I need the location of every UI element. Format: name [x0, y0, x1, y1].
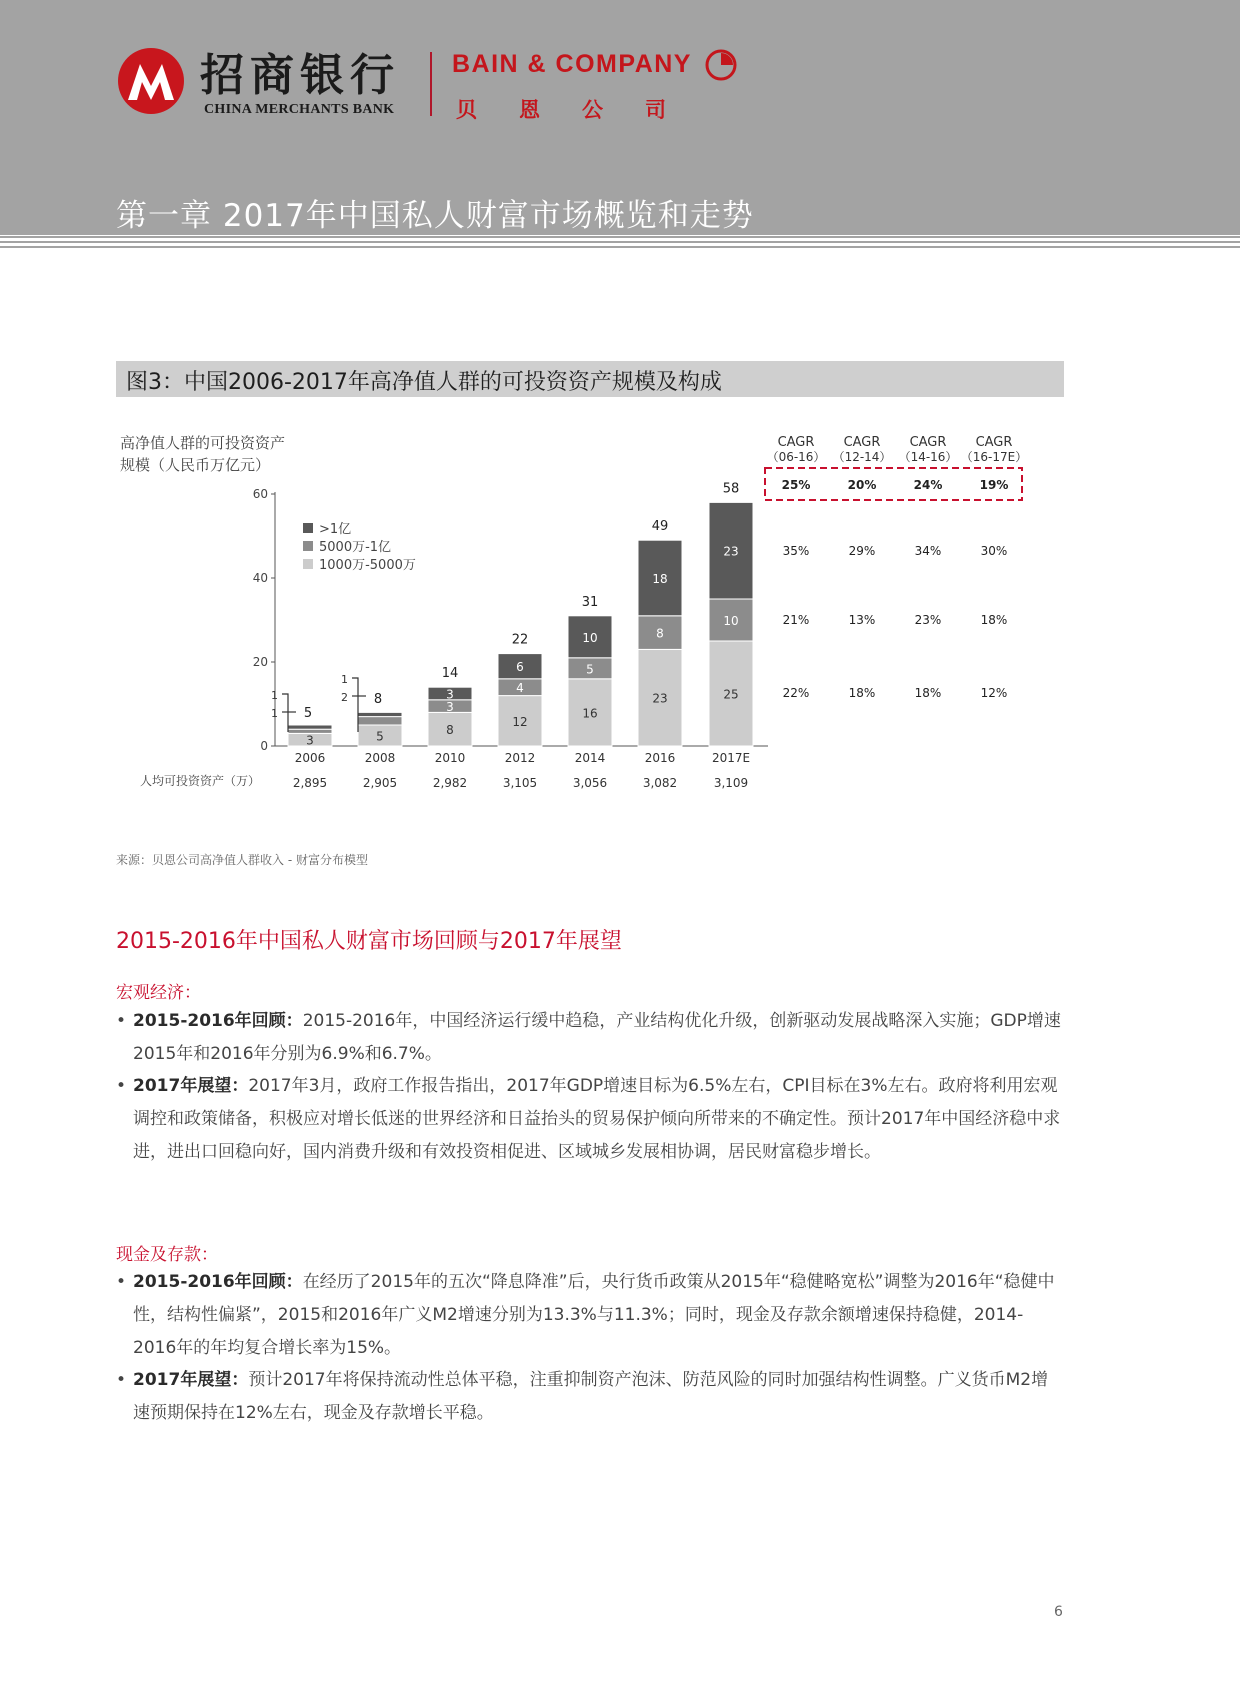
- cash-bullet-outlook: [116, 1364, 1062, 1430]
- cagr-period: （14-16）: [898, 450, 958, 464]
- figure-title: 图3：中国2006-2017年高净值人群的可投资资产规模及构成: [126, 370, 722, 395]
- bullet-dot: •: [116, 1272, 127, 1292]
- bullet-lead: 2017年展望：: [133, 1370, 249, 1390]
- per-capita-value: 3,109: [713, 776, 749, 790]
- x-tick-label: 2012: [504, 751, 536, 765]
- per-capita-value: 2,905: [362, 776, 398, 790]
- bar-segment-label: 8: [446, 723, 454, 738]
- bullet-dot: •: [116, 1011, 127, 1031]
- legend-label: 5000万-1亿: [319, 540, 392, 555]
- bar-segment-label: 3: [446, 700, 454, 715]
- callout-label: 1: [271, 707, 278, 720]
- callout-label: 1: [341, 673, 348, 686]
- bar-total-label: 14: [441, 666, 459, 682]
- bar-segment: [288, 725, 332, 729]
- bar-total-label: 49: [651, 519, 669, 535]
- bullet-body: 在经历了2015年的五次“降息降准”后，央行货币政策从2015年“稳健略宽松”调整为2016年“稳健中性，结构性偏紧”，2015和2016年广义M2增速分别为13.3%与11.3%；同时，现金及存款余额增速保持稳健，2014-2016年的年均复合增长率为15%。: [133, 1272, 1055, 1358]
- y-tick-label: 40: [252, 571, 268, 585]
- figure-source: 来源：贝恩公司高净值人群收入 - 财富分布模型: [116, 853, 368, 867]
- bar-segment-label: 16: [582, 706, 598, 721]
- cagr-over-100m-value: 35%: [782, 544, 810, 558]
- bar-segment-label: 4: [516, 681, 524, 696]
- bar-total-label: 8: [373, 692, 383, 707]
- cash-bullet-review: [116, 1266, 1062, 1365]
- bar-segment: [288, 729, 332, 733]
- bar-segment-label: 5: [376, 729, 384, 744]
- cagr-header: CAGR: [909, 435, 947, 450]
- bullet-dot: •: [116, 1370, 127, 1390]
- callout-label: 1: [271, 689, 278, 702]
- bar-segment-label: 8: [656, 626, 664, 641]
- y-tick-label: 60: [252, 487, 268, 501]
- bar-segment-label: 10: [582, 630, 598, 645]
- x-tick-label: 2014: [574, 751, 606, 765]
- legend-swatch: [303, 559, 313, 569]
- cagr-10m-50m-value: 18%: [848, 686, 876, 700]
- y-tick-label: 0: [260, 739, 268, 753]
- bullet-body: 2015-2016年，中国经济运行缓中趋稳，产业结构优化升级，创新驱动发展战略深入实施；GDP增速2015年和2016年分别为6.9%和6.7%。: [133, 1011, 1061, 1064]
- per-capita-value: 3,105: [502, 776, 538, 790]
- cagr-total-value: 25%: [781, 478, 811, 492]
- x-tick-label: 2006: [294, 751, 326, 765]
- per-capita-value: 2,895: [292, 776, 328, 790]
- bar-segment-label: 12: [512, 714, 528, 729]
- bullet-dot: •: [116, 1076, 127, 1096]
- bar-segment-label: 3: [446, 687, 454, 702]
- cagr-total-value: 24%: [913, 478, 943, 492]
- cagr-header: CAGR: [975, 435, 1013, 450]
- bullet-lead: 2015-2016年回顾：: [133, 1272, 303, 1292]
- callout-label: 2: [341, 691, 348, 704]
- x-tick-label: 2008: [364, 751, 396, 765]
- y-axis-label-line1: 高净值人群的可投资资产: [120, 434, 286, 452]
- bank-name-cn: 招商银行: [200, 50, 400, 101]
- cagr-header: CAGR: [777, 435, 815, 450]
- y-tick-label: 20: [252, 655, 268, 669]
- cagr-10m-50m-value: 12%: [980, 686, 1008, 700]
- bullet-lead: 2015-2016年回顾：: [133, 1011, 303, 1031]
- bullet-body: 2017年3月，政府工作报告指出，2017年GDP增速目标为6.5%左右，CPI目标在3%左右。政府将利用宏观调控和政策储备，积极应对增长低迷的世界经济和日益抬头的贸易保护倾向所带来的不确定性。预计2017年中国经济稳中求进，进出口回稳向好，国内消费升级和有效投资相促进、区域城乡发展相协调，居民财富稳步增长。: [133, 1076, 1061, 1162]
- bank-name-en: CHINA MERCHANTS BANK: [204, 102, 395, 117]
- section-title: 2015-2016年中国私人财富市场回顾与2017年展望: [116, 929, 622, 954]
- per-capita-label: 人均可投资资产（万）: [140, 774, 261, 788]
- bar-total-label: 31: [581, 594, 599, 610]
- bar-segment: [358, 717, 402, 725]
- x-tick-label: 2016: [644, 751, 676, 765]
- partner-name-cn: 贝恩公司: [456, 98, 708, 122]
- cagr-over-100m-value: 29%: [848, 544, 876, 558]
- cagr-over-100m-value: 34%: [914, 544, 942, 558]
- legend-label: >1亿: [319, 522, 352, 537]
- cagr-header: CAGR: [843, 435, 881, 450]
- partner-name-en: BAIN & COMPANY: [452, 50, 692, 78]
- macro-bullet-outlook: [116, 1070, 1062, 1169]
- bar-segment-label: 18: [652, 572, 668, 586]
- page-number: 6: [1054, 1604, 1063, 1620]
- bullet-body: 预计2017年将保持流动性总体平稳，注重抑制资产泡沫、防范风险的同时加强结构性调整。广义货币M2增速预期保持在12%左右，现金及存款增长平稳。: [133, 1370, 1049, 1423]
- callout-line: [352, 678, 358, 732]
- bar-segment-label: 3: [306, 733, 314, 748]
- callout-line: [282, 694, 288, 732]
- legend-label: 1000万-5000万: [319, 558, 416, 573]
- cagr-50m-100m-value: 13%: [848, 613, 876, 627]
- cagr-50m-100m-value: 18%: [980, 613, 1008, 627]
- bar-total-label: 22: [511, 632, 529, 648]
- macro-heading: 宏观经济：: [116, 983, 201, 1003]
- bullet-lead: 2017年展望：: [133, 1076, 249, 1096]
- legend-swatch: [303, 523, 313, 533]
- cash-heading: 现金及存款：: [116, 1245, 218, 1265]
- cagr-50m-100m-value: 21%: [782, 613, 810, 627]
- cagr-period: （12-14）: [832, 450, 892, 464]
- cagr-10m-50m-value: 22%: [782, 686, 810, 700]
- per-capita-value: 3,082: [642, 776, 678, 790]
- cagr-50m-100m-value: 23%: [914, 613, 942, 627]
- cagr-total-value: 20%: [847, 478, 877, 492]
- bar-segment-label: 23: [652, 691, 668, 706]
- bar-segment-label: 25: [723, 687, 739, 702]
- cagr-over-100m-value: 30%: [980, 544, 1008, 558]
- chapter-title: 第一章 2017年中国私人财富市场概览和走势: [116, 198, 754, 234]
- bar-segment-label: 5: [586, 662, 594, 677]
- bar-segment-label: 23: [723, 544, 739, 559]
- x-tick-label: 2010: [434, 751, 466, 765]
- cagr-total-value: 19%: [979, 478, 1009, 492]
- bar-segment-label: 10: [723, 614, 739, 628]
- cagr-period: （16-17E）: [960, 450, 1028, 464]
- x-tick-label: 2017E: [711, 751, 751, 765]
- macro-bullet-review: [116, 1005, 1062, 1071]
- y-axis-label-line2: 规模（人民币万亿元）: [120, 456, 271, 474]
- bar-total-label: 5: [303, 706, 313, 721]
- per-capita-value: 2,982: [432, 776, 468, 790]
- bar-segment: [358, 712, 402, 716]
- legend-swatch: [303, 541, 313, 551]
- bar-segment-label: 6: [516, 660, 524, 675]
- cagr-10m-50m-value: 18%: [914, 686, 942, 700]
- per-capita-value: 3,056: [572, 776, 608, 790]
- bar-total-label: 58: [722, 481, 740, 497]
- cagr-period: （06-16）: [766, 450, 826, 464]
